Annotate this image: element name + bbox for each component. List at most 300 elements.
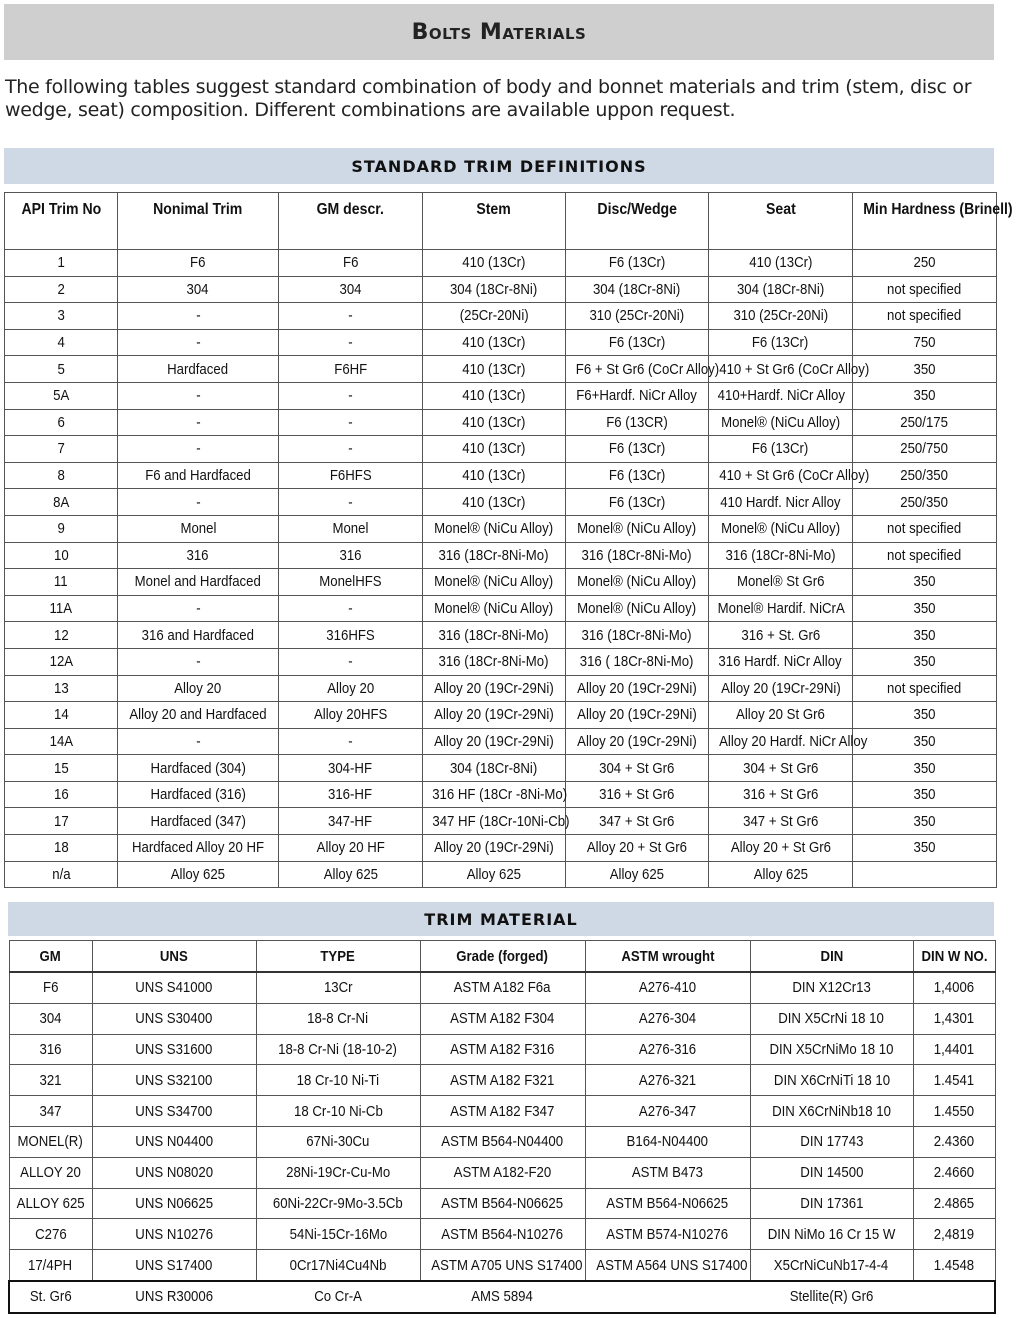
table-row <box>5 542 997 569</box>
trim-material-value: ASTM B473 <box>631 1164 704 1182</box>
standard-trim-cell <box>853 329 997 356</box>
standard-trim-header-label: API Trim No <box>21 201 101 218</box>
standard-trim-cell <box>279 515 423 542</box>
standard-trim-value: 250 <box>913 254 936 272</box>
trim-material-table <box>8 940 996 1314</box>
standard-trim-value: Alloy 20 (19Cr-29Ni) <box>434 679 554 697</box>
standard-trim-cell <box>566 861 709 888</box>
standard-trim-value: Monel® (NiCu Alloy) <box>577 520 697 538</box>
standard-trim-cell <box>279 728 423 755</box>
standard-trim-value: - <box>195 600 201 618</box>
standard-trim-value: Alloy 20 (19Cr-29Ni) <box>434 839 554 857</box>
standard-trim-value: Monel® (NiCu Alloy) <box>434 520 554 538</box>
standard-trim-value: - <box>195 307 201 325</box>
trim-material-value: Stellite(R) Gr6 <box>789 1288 874 1306</box>
trim-material-value: UNS N10276 <box>135 1225 213 1243</box>
standard-trim-cell <box>118 436 279 463</box>
standard-trim-header-row <box>5 193 997 250</box>
standard-trim-cell <box>853 861 997 888</box>
standard-trim-value: 316 (18Cr-8Ni-Mo) <box>725 546 836 564</box>
trim-material-cell <box>9 1126 92 1157</box>
standard-trim-value: 316-HF <box>328 786 373 804</box>
trim-material-cell <box>585 1096 750 1127</box>
standard-trim-cell <box>566 569 709 596</box>
standard-trim-value: 316HFS <box>326 626 375 644</box>
standard-trim-value: Monel® St Gr6 <box>736 573 825 591</box>
trim-material-cell <box>750 1281 913 1313</box>
trim-material-value: UNS S31600 <box>135 1040 213 1058</box>
standard-trim-value: - <box>195 440 201 458</box>
trim-material-cell <box>750 1065 913 1096</box>
standard-trim-cell <box>279 356 423 383</box>
trim-material-cell <box>585 1188 750 1219</box>
table-row <box>5 382 997 409</box>
table-row <box>5 835 997 862</box>
standard-trim-cell <box>118 462 279 489</box>
standard-trim-value: 347-HF <box>328 812 373 830</box>
trim-material-value: UNS S32100 <box>135 1071 213 1089</box>
standard-trim-cell <box>279 250 423 277</box>
standard-trim-cell <box>5 648 118 675</box>
standard-trim-value: not specified <box>887 280 962 298</box>
standard-trim-header-4 <box>566 193 709 250</box>
standard-trim-value: 316 + St. Gr6 <box>741 626 820 644</box>
trim-material-cell <box>913 1219 995 1250</box>
standard-trim-value: Alloy 20 HF <box>316 839 385 857</box>
standard-trim-value: 250/350 <box>900 493 949 511</box>
standard-trim-header-5 <box>709 193 853 250</box>
standard-trim-cell <box>5 595 118 622</box>
standard-trim-cell <box>423 356 566 383</box>
standard-trim-cell <box>423 728 566 755</box>
standard-trim-cell <box>423 462 566 489</box>
standard-trim-value: Monel® Hardif. NiCrA <box>717 600 845 618</box>
trim-material-value: X5CrNiCuNb17-4-4 <box>774 1256 889 1274</box>
trim-material-section-title: TRIM MATERIAL <box>424 909 578 929</box>
standard-trim-header-label: Min Hardness (Brinell) <box>863 201 1013 218</box>
standard-trim-cell <box>709 356 870 383</box>
standard-trim-cell <box>423 648 566 675</box>
trim-material-cell <box>256 1250 420 1281</box>
standard-trim-value: 410 (13Cr) <box>462 387 526 405</box>
standard-trim-value: 347 + St Gr6 <box>742 812 819 830</box>
standard-trim-cell <box>279 489 423 516</box>
standard-trim-value: Monel <box>332 520 369 538</box>
trim-material-value: UNS N06625 <box>135 1194 213 1212</box>
standard-trim-cell <box>709 409 853 436</box>
trim-material-cell <box>9 1188 92 1219</box>
table-row <box>5 515 997 542</box>
trim-material-value: 2,4819 <box>933 1225 975 1243</box>
trim-material-cell <box>256 972 420 1003</box>
trim-material-header-row <box>9 941 995 973</box>
trim-material-value: ALLOY 20 <box>20 1164 81 1182</box>
standard-trim-value: 250/350 <box>900 467 949 485</box>
trim-material-cell <box>750 972 913 1003</box>
trim-material-value: 2.4660 <box>933 1164 975 1182</box>
standard-trim-value: 9 <box>57 520 65 538</box>
trim-material-cell <box>420 1096 585 1127</box>
trim-material-cell <box>92 1065 256 1096</box>
trim-material-value: B164-N04400 <box>626 1133 709 1151</box>
standard-trim-cell <box>709 728 868 755</box>
standard-trim-value: 2 <box>57 280 65 298</box>
standard-trim-cell <box>853 356 997 383</box>
standard-trim-cell <box>5 276 118 303</box>
trim-material-value: UNS S41000 <box>135 979 213 997</box>
standard-trim-header-0 <box>5 193 118 250</box>
table-row <box>9 1126 995 1157</box>
table-row <box>5 569 997 596</box>
trim-material-value: 1,4301 <box>933 1010 975 1028</box>
standard-trim-value: 350 <box>913 812 936 830</box>
trim-material-value: DIN X6CrNiNb18 10 <box>772 1102 891 1120</box>
standard-trim-cell <box>5 436 118 463</box>
standard-trim-cell <box>5 515 118 542</box>
standard-trim-cell <box>118 276 279 303</box>
standard-trim-value: 350 <box>913 387 936 405</box>
trim-material-value: 67Ni-30Cu <box>306 1133 370 1151</box>
standard-trim-cell <box>279 808 423 835</box>
trim-material-value: ASTM A182 F321 <box>450 1071 555 1089</box>
standard-trim-value: 3 <box>57 307 65 325</box>
standard-trim-value: MonelHFS <box>319 573 382 591</box>
trim-material-cell <box>913 1034 995 1065</box>
standard-trim-value: Alloy 20 (19Cr-29Ni) <box>577 679 697 697</box>
trim-material-value: 2.4865 <box>933 1194 975 1212</box>
standard-trim-header-2 <box>279 193 423 250</box>
standard-trim-cell <box>709 515 853 542</box>
standard-trim-value: F6+Hardf. NiCr Alloy <box>576 387 698 405</box>
standard-trim-section-title: STANDARD TRIM DEFINITIONS <box>351 156 647 176</box>
standard-trim-value: Alloy 20 St Gr6 <box>736 706 825 724</box>
trim-material-cell <box>750 1188 913 1219</box>
trim-material-cell <box>420 1065 585 1096</box>
standard-trim-value: 304 <box>339 280 362 298</box>
trim-material-cell <box>913 1003 995 1034</box>
standard-trim-header-label: Disc/Wedge <box>597 201 677 218</box>
standard-trim-cell <box>423 781 566 808</box>
trim-material-value: 1.4541 <box>933 1071 975 1089</box>
trim-material-value: UNS S34700 <box>135 1102 213 1120</box>
standard-trim-cell <box>5 728 118 755</box>
table-row <box>5 303 997 330</box>
standard-trim-cell <box>423 702 566 729</box>
standard-trim-value: 304-HF <box>328 759 373 777</box>
trim-material-cell <box>256 1034 420 1065</box>
standard-trim-cell <box>709 569 853 596</box>
standard-trim-cell <box>709 861 853 888</box>
standard-trim-cell <box>566 382 709 409</box>
trim-material-cell <box>256 1126 420 1157</box>
trim-material-value: 321 <box>39 1071 62 1089</box>
standard-trim-value: 410 (13Cr) <box>462 413 526 431</box>
trim-material-cell <box>9 1003 92 1034</box>
standard-trim-cell <box>709 436 853 463</box>
standard-trim-cell <box>566 835 709 862</box>
standard-trim-cell <box>279 542 423 569</box>
trim-material-value: 1.4550 <box>933 1102 975 1120</box>
standard-trim-cell <box>709 702 853 729</box>
standard-trim-header-label: Seat <box>765 201 796 218</box>
trim-material-value: F6 <box>42 979 59 997</box>
standard-trim-value: - <box>348 600 353 618</box>
standard-trim-value: Monel <box>180 520 216 538</box>
trim-material-value: 1,4401 <box>933 1040 975 1058</box>
standard-trim-cell <box>853 595 997 622</box>
standard-trim-value: - <box>348 334 353 352</box>
standard-trim-cell <box>853 569 997 596</box>
standard-trim-value: F6 <box>190 254 206 272</box>
trim-material-cell <box>585 1157 750 1188</box>
trim-material-cell <box>92 1188 256 1219</box>
trim-material-cell <box>750 1126 913 1157</box>
trim-material-cell <box>420 1219 585 1250</box>
trim-material-value: UNS N04400 <box>135 1133 213 1151</box>
standard-trim-cell <box>853 542 997 569</box>
standard-trim-value: F6 + St Gr6 (CoCr Alloy) <box>575 360 720 378</box>
trim-material-value: DIN 17361 <box>799 1194 864 1212</box>
standard-trim-cell <box>423 808 570 835</box>
standard-trim-value: 410 (13Cr) <box>462 360 526 378</box>
standard-trim-cell <box>853 515 997 542</box>
trim-material-value: ASTM A182 F304 <box>450 1010 555 1028</box>
standard-trim-value: F6 (13CR) <box>606 413 668 431</box>
standard-trim-cell <box>118 250 279 277</box>
standard-trim-value: 410 (13Cr) <box>748 254 813 272</box>
standard-trim-value: F6 and Hardfaced <box>145 467 251 485</box>
standard-trim-cell <box>5 329 118 356</box>
standard-trim-value: 14 <box>53 706 69 724</box>
standard-trim-value: F6 (13Cr) <box>608 334 666 352</box>
table-row <box>9 1003 995 1034</box>
standard-trim-value: - <box>348 440 353 458</box>
standard-trim-value: - <box>348 387 353 405</box>
trim-material-cell <box>420 1281 585 1313</box>
trim-material-cell <box>92 1250 256 1281</box>
standard-trim-cell <box>423 569 566 596</box>
standard-trim-cell <box>566 675 709 702</box>
trim-material-value: DIN X6CrNiTi 18 10 <box>773 1071 890 1089</box>
standard-trim-cell <box>118 861 279 888</box>
trim-material-header-6 <box>913 941 995 973</box>
standard-trim-cell <box>566 356 720 383</box>
standard-trim-value: F6 (13Cr) <box>608 467 666 485</box>
table-row <box>9 1034 995 1065</box>
standard-trim-cell <box>853 436 997 463</box>
standard-trim-value: Alloy 625 <box>609 865 665 883</box>
standard-trim-value: 350 <box>913 626 936 644</box>
trim-material-value: 18-8 Cr-Ni (18-10-2) <box>278 1040 398 1058</box>
table-row <box>5 622 997 649</box>
standard-trim-cell <box>853 276 997 303</box>
standard-trim-value: 750 <box>913 334 936 352</box>
standard-trim-value: 350 <box>913 360 936 378</box>
standard-trim-cell <box>853 702 997 729</box>
standard-trim-cell <box>279 462 423 489</box>
standard-trim-value: 316 + St Gr6 <box>742 786 819 804</box>
standard-trim-value: Alloy 625 <box>323 865 378 883</box>
standard-trim-value: Alloy 625 <box>170 865 226 883</box>
standard-trim-cell <box>566 622 709 649</box>
standard-trim-value: - <box>348 732 353 750</box>
standard-trim-cell <box>423 595 566 622</box>
trim-material-cell <box>92 1096 256 1127</box>
standard-trim-value: 11A <box>49 600 73 618</box>
standard-trim-value: - <box>195 653 201 671</box>
standard-trim-cell <box>709 303 853 330</box>
standard-trim-value: 316 (18Cr-8Ni-Mo) <box>438 653 550 671</box>
trim-material-cell <box>585 1034 750 1065</box>
standard-trim-cell <box>5 542 118 569</box>
standard-trim-value: 7 <box>57 440 65 458</box>
standard-trim-cell <box>118 303 279 330</box>
standard-trim-value: Alloy 20 <box>174 679 222 697</box>
standard-trim-cell <box>853 462 997 489</box>
standard-trim-value: 10 <box>53 546 69 564</box>
trim-material-cell <box>913 1157 995 1188</box>
trim-material-cell <box>750 1157 913 1188</box>
standard-trim-cell <box>423 276 566 303</box>
standard-trim-value: 410 + St Gr6 (CoCr Alloy) <box>719 467 870 485</box>
standard-trim-cell <box>279 436 423 463</box>
standard-trim-value: Hardfaced (304) <box>150 759 246 777</box>
standard-trim-value: F6 (13Cr) <box>608 493 666 511</box>
standard-trim-cell <box>5 835 118 862</box>
standard-trim-cell <box>118 542 279 569</box>
trim-material-cell <box>92 1034 256 1065</box>
trim-material-cell <box>750 1250 913 1281</box>
trim-material-header-label: ASTM wrought <box>620 947 715 965</box>
standard-trim-cell <box>853 728 997 755</box>
standard-trim-cell <box>423 303 566 330</box>
standard-trim-cell <box>5 382 118 409</box>
standard-trim-value: 410 (13Cr) <box>462 334 526 352</box>
trim-material-value: 1,4006 <box>933 979 975 997</box>
standard-trim-value: 410 (13Cr) <box>462 493 526 511</box>
standard-trim-value: 8A <box>52 493 70 511</box>
standard-trim-cell <box>423 515 566 542</box>
standard-trim-cell <box>853 755 997 782</box>
trim-material-cell <box>750 1003 913 1034</box>
trim-material-body <box>9 972 995 1313</box>
standard-trim-value: - <box>348 307 353 325</box>
standard-trim-cell <box>5 675 118 702</box>
standard-trim-cell <box>279 569 423 596</box>
table-row <box>5 861 997 888</box>
standard-trim-value: 410 (13Cr) <box>462 440 526 458</box>
standard-trim-cell <box>709 250 853 277</box>
standard-trim-cell <box>853 250 997 277</box>
table-row <box>5 436 997 463</box>
standard-trim-value: 316 Hardf. NiCr Alloy <box>718 653 843 671</box>
standard-trim-cell <box>566 303 709 330</box>
standard-trim-cell <box>566 276 709 303</box>
trim-material-header-2 <box>256 941 420 973</box>
standard-trim-value: Alloy 625 <box>466 865 522 883</box>
standard-trim-value: (25Cr-20Ni) <box>459 307 529 325</box>
standard-trim-cell <box>118 382 279 409</box>
trim-material-cell <box>420 1188 585 1219</box>
trim-material-cell <box>420 1034 585 1065</box>
standard-trim-cell <box>5 702 118 729</box>
standard-trim-cell <box>709 648 853 675</box>
table-row <box>9 1250 995 1281</box>
standard-trim-cell <box>279 622 423 649</box>
standard-trim-value: 8 <box>57 467 65 485</box>
trim-material-cell <box>585 1281 750 1313</box>
standard-trim-value: 12 <box>53 626 69 644</box>
standard-trim-cell <box>709 276 853 303</box>
trim-material-cell <box>9 1250 92 1281</box>
standard-trim-cell <box>279 835 423 862</box>
standard-trim-cell <box>853 835 997 862</box>
trim-material-value: ASTM A182 F6a <box>454 979 551 997</box>
standard-trim-cell <box>5 781 118 808</box>
trim-material-cell <box>256 1003 420 1034</box>
standard-trim-value: - <box>195 334 201 352</box>
standard-trim-cell <box>5 861 118 888</box>
standard-trim-value: Alloy 20 + St Gr6 <box>586 839 688 857</box>
standard-trim-cell <box>423 542 566 569</box>
standard-trim-value: not specified <box>887 679 962 697</box>
standard-trim-cell <box>118 728 279 755</box>
trim-material-value: ASTM A182 F347 <box>450 1102 555 1120</box>
standard-trim-value: 250/175 <box>900 413 949 431</box>
standard-trim-cell <box>5 356 118 383</box>
trim-material-value: UNS N08020 <box>135 1164 213 1182</box>
standard-trim-cell <box>279 303 423 330</box>
trim-material-cell <box>92 1003 256 1034</box>
standard-trim-value: 16 <box>53 786 69 804</box>
standard-trim-value: 4 <box>57 334 65 352</box>
standard-trim-value: Alloy 20 (19Cr-29Ni) <box>577 706 697 724</box>
standard-trim-value: 13 <box>53 679 69 697</box>
table-row <box>5 409 997 436</box>
trim-material-value: 304 <box>39 1010 62 1028</box>
trim-material-cell <box>913 1065 995 1096</box>
standard-trim-body <box>5 250 997 888</box>
standard-trim-cell <box>118 648 279 675</box>
standard-trim-value: Monel® (NiCu Alloy) <box>577 573 697 591</box>
standard-trim-value: not specified <box>887 307 962 325</box>
standard-trim-value: n/a <box>51 865 71 883</box>
trim-material-value: 18 Cr-10 Ni-Cb <box>293 1102 383 1120</box>
standard-trim-value: Hardfaced <box>167 360 229 378</box>
standard-trim-value: 5A <box>52 387 70 405</box>
trim-material-cell <box>913 972 995 1003</box>
standard-trim-value: 6 <box>57 413 65 431</box>
trim-material-value: A276-321 <box>638 1071 697 1089</box>
standard-trim-value: Monel® (NiCu Alloy) <box>720 520 841 538</box>
standard-trim-cell <box>853 382 997 409</box>
standard-trim-cell <box>118 702 279 729</box>
trim-material-value: ASTM A705 UNS S17400 <box>430 1256 582 1274</box>
standard-trim-header-3 <box>423 193 566 250</box>
standard-trim-cell <box>118 808 279 835</box>
trim-material-value: Co Cr-A <box>314 1288 362 1306</box>
standard-trim-cell <box>118 569 279 596</box>
trim-material-cell <box>92 972 256 1003</box>
standard-trim-value: F6 (13Cr) <box>752 440 809 458</box>
standard-trim-value: 316 HF (18Cr -8Ni-Mo) <box>432 786 568 804</box>
standard-trim-cell <box>853 675 997 702</box>
standard-trim-section-header <box>4 148 994 184</box>
trim-material-value: A276-347 <box>638 1102 697 1120</box>
standard-trim-cell <box>566 702 709 729</box>
standard-trim-value: 316 (18Cr-8Ni-Mo) <box>438 626 550 644</box>
standard-trim-cell <box>118 515 279 542</box>
